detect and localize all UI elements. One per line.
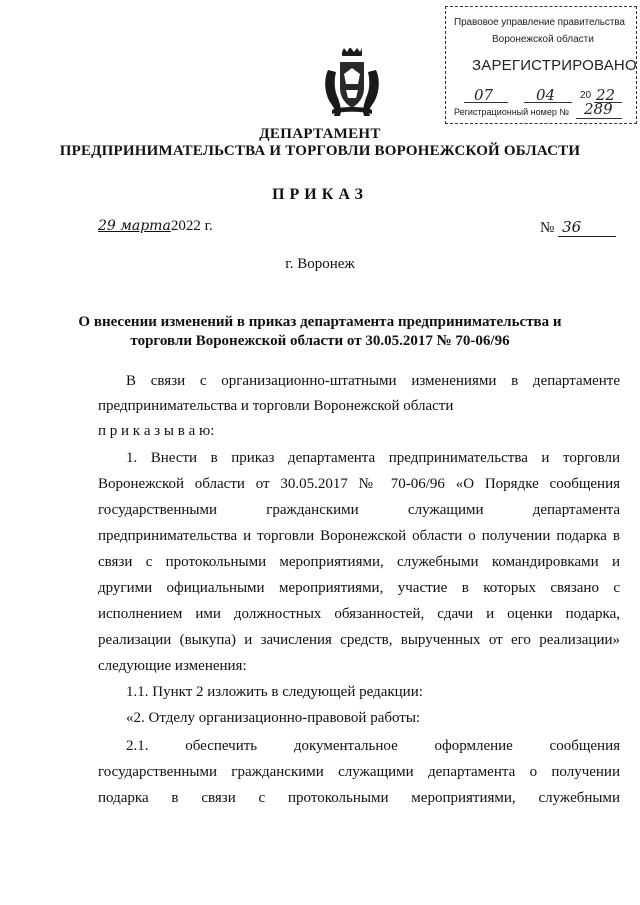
item-2: «2. Отделу организационно-правовой работы: — [126, 710, 421, 726]
order-subject-line1: О внесении изменений в приказ департамента предпринимательства и — [78, 314, 562, 330]
order-date-printed: 2022 г. — [170, 218, 213, 234]
item1-line: Воронежской области от 30.05.2017 № 70-06/96 «О Порядке сообщения — [98, 476, 620, 492]
intro-line2: предпринимательства и торговли Воронежской области — [98, 398, 454, 414]
item1-line: исполнением ими должностных обязанностей, сдачи и оценки подарка, — [98, 606, 620, 622]
item1-line: 1. Внести в приказ департамента предпринимательства и торговли — [126, 450, 620, 466]
item21-line: 2.1. обеспечить документальное оформление сообщения — [126, 738, 620, 754]
item1-line: реализации (выкупа) и зачисления средств, вырученных от его реализации» — [98, 632, 620, 648]
city: г. Воронеж — [285, 256, 355, 272]
stamp-registered: ЗАРЕГИСТРИРОВАНО — [472, 57, 637, 74]
stamp-region: Воронежской области — [492, 34, 594, 45]
stamp-reg-number: 289 — [584, 100, 613, 118]
item1-line: предпринимательства и торговли Воронежской области о получении подарка в — [98, 528, 620, 544]
stamp-authority: Правовое управление правительства — [454, 17, 625, 28]
order-title: ПРИКАЗ — [272, 186, 368, 203]
order-number-handwritten: 36 — [558, 218, 616, 237]
stamp-reg-label: Регистрационный номер № — [454, 107, 570, 117]
item21-line: государственными гражданскими служащими департамента о получении — [98, 764, 620, 780]
item1-line: государственными гражданскими служащими департамента — [98, 502, 620, 518]
item1-line: связи с протокольными мероприятиями, служебными командировками и — [98, 554, 620, 570]
item1-line: другими официальными мероприятиями, участие в которых связано с — [98, 580, 620, 596]
item-1-1: 1.1. Пункт 2 изложить в следующей редакции: — [126, 684, 423, 700]
intro-line1: В связи с организационно-штатными изменениями в департаменте — [126, 373, 620, 389]
order-subject-line2: торговли Воронежской области от 30.05.2017 № 70-06/96 — [130, 333, 510, 349]
department-name-line1: ДЕПАРТАМЕНТ — [259, 126, 381, 142]
stamp-day: 07 — [474, 86, 494, 104]
item21-line: подарка в связи с протокольными мероприятиями, служебными — [98, 790, 620, 806]
stamp-month: 04 — [536, 86, 556, 104]
order-date-handwritten: 29 марта — [98, 218, 171, 234]
stamp-year-prefix: 20 — [580, 90, 592, 101]
order-number-label: № — [540, 220, 555, 236]
stamp-year-suffix: 22 — [596, 86, 616, 104]
item1-line: следующие изменения: — [98, 658, 247, 674]
department-name-line2: ПРЕДПРИНИМАТЕЛЬСТВА И ТОРГОВЛИ ВОРОНЕЖСКОЙ ОБЛАСТИ — [59, 143, 581, 159]
prikazyvayu: п р и к а з ы в а ю: — [98, 423, 215, 439]
order-body — [98, 0, 620, 905]
